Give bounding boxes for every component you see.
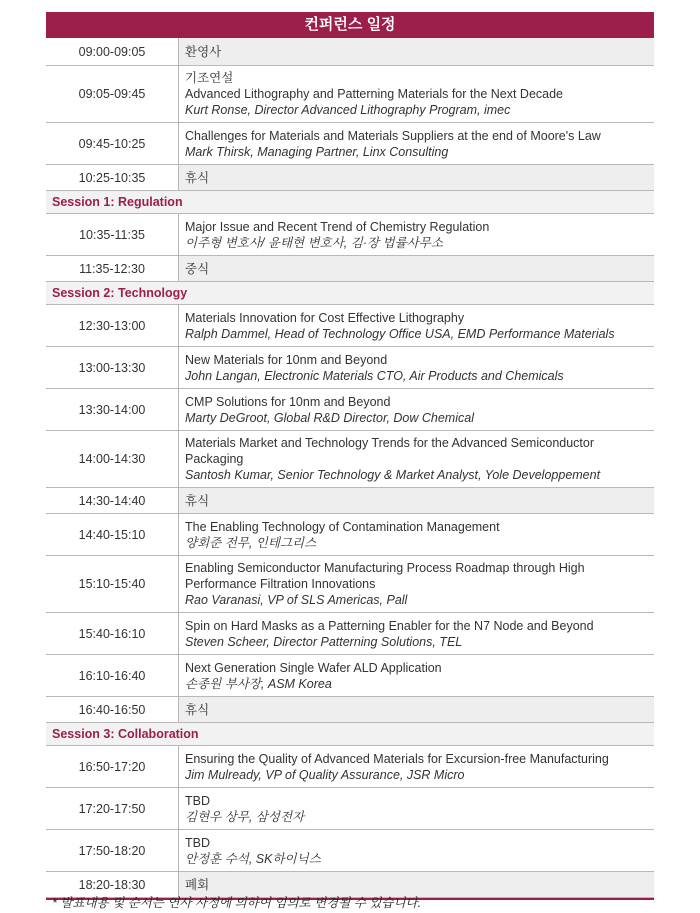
table-row [46,66,654,123]
session-header: Session 3: Collaboration [46,723,654,746]
time-cell: 09:45-10:25 [46,123,179,164]
session-title: TBD [185,835,210,850]
time-cell: 16:40-16:50 [46,697,179,722]
speaker: Steven Scheer, Director Patterning Solutions, TEL [185,634,463,649]
content-cell [179,165,654,190]
speaker: Mark Thirsk, Managing Partner, Linx Consulting [185,144,449,159]
session-title: Enabling Semiconductor Manufacturing Process Roadmap through High Performance Filtration Innovations [185,561,585,591]
speaker: Marty DeGroot, Global R&D Director, Dow Chemical [185,410,474,425]
content-cell [179,613,654,654]
time-cell: 16:10-16:40 [46,655,179,696]
table-row [46,347,654,389]
content-cell [179,256,654,281]
session-title: Spin on Hard Masks as a Patterning Enabler for the N7 Node and Beyond [185,618,594,633]
content-cell [179,305,654,346]
session-title: The Enabling Technology of Contamination Management [185,519,500,534]
speaker: 안정훈 수석, SK하이닉스 [185,851,321,866]
table-row [46,389,654,431]
schedule-table [46,12,654,900]
session-title: 폐회 [185,877,210,892]
session-title: CMP Solutions for 10nm and Beyond [185,394,391,409]
session-title: 환영사 [185,44,222,59]
session-title: TBD [185,793,210,808]
content-cell [179,488,654,513]
table-row [46,38,654,66]
table-row [46,165,654,191]
speaker: Santosh Kumar, Senior Technology & Market Analyst, Yole Developpement [185,468,601,482]
speaker: 이주형 변호사/ 윤태현 변호사, 김·장 법률사무소 [185,235,443,250]
content-cell [179,214,654,255]
time-cell: 17:50-18:20 [46,830,179,871]
table-row [46,214,654,256]
table-row [46,305,654,347]
session-title: Materials Market and Technology Trends for the Advanced Semiconductor Packaging [185,436,595,466]
session-header: Session 1: Regulation [46,191,654,214]
session-title: 중식 [185,261,210,276]
session-title: 휴식 [185,493,210,508]
time-cell: 13:30-14:00 [46,389,179,430]
session-title: Challenges for Materials and Materials Suppliers at the end of Moore's Law [185,128,601,143]
time-cell: 09:00-09:05 [46,38,179,65]
content-cell [179,38,654,65]
content-cell [179,830,654,871]
table-row [46,613,654,655]
table-row [46,488,654,514]
content-cell [179,389,654,430]
session-title: 휴식 [185,170,210,185]
table-row [46,123,654,165]
content-cell [179,655,654,696]
session-title: Ensuring the Quality of Advanced Materials for Excursion-free Manufacturing [185,751,609,766]
speaker: 김현우 상무, 삼성전자 [185,809,305,824]
content-cell [179,347,654,388]
table-row [46,431,654,488]
speaker: Jim Mulready, VP of Quality Assurance, JSR Micro [185,767,465,782]
time-cell: 17:20-17:50 [46,788,179,829]
time-cell: 09:05-09:45 [46,66,179,122]
schedule-rows [46,38,654,900]
session-title: 휴식 [185,702,210,717]
time-cell: 10:35-11:35 [46,214,179,255]
time-cell: 11:35-12:30 [46,256,179,281]
time-cell: 14:40-15:10 [46,514,179,555]
table-row [46,746,654,788]
speaker: John Langan, Electronic Materials CTO, Air Products and Chemicals [185,368,564,383]
table-row [46,655,654,697]
table-row [46,256,654,282]
speaker: 양회준 전무, 인테그리스 [185,535,317,550]
time-cell: 15:40-16:10 [46,613,179,654]
time-cell: 18:20-18:30 [46,872,179,897]
content-cell [179,697,654,722]
session-header: Session 2: Technology [46,282,654,305]
content-cell [179,123,654,164]
session-title: New Materials for 10nm and Beyond [185,352,388,367]
table-title: 컨퍼런스 일정 [46,12,654,38]
table-row [46,514,654,556]
content-cell [179,788,654,829]
time-cell: 13:00-13:30 [46,347,179,388]
speaker: Rao Varanasi, VP of SLS Americas, Pall [185,593,408,607]
session-title: 기조연설 Advanced Lithography and Patterning Materials for the Next Decade [185,71,564,101]
content-cell [179,514,654,555]
content-cell [179,746,654,787]
content-cell [179,556,654,612]
time-cell: 14:30-14:40 [46,488,179,513]
content-cell [179,431,654,487]
time-cell: 16:50-17:20 [46,746,179,787]
time-cell: 14:00-14:30 [46,431,179,487]
time-cell: 15:10-15:40 [46,556,179,612]
footnote: * 발표내용 및 순서는 연사 사정에 의하여 임의로 변경될 수 있습니다. [52,896,422,910]
content-cell [179,66,654,122]
session-title: Next Generation Single Wafer ALD Application [185,660,442,675]
speaker: Ralph Dammel, Head of Technology Office USA, EMD Performance Materials [185,326,615,341]
session-title: Materials Innovation for Cost Effective Lithography [185,310,465,325]
table-row [46,830,654,872]
speaker: 손종원 부사장, ASM Korea [185,676,332,691]
time-cell: 12:30-13:00 [46,305,179,346]
table-row [46,697,654,723]
table-row [46,556,654,613]
time-cell: 10:25-10:35 [46,165,179,190]
table-row [46,788,654,830]
speaker: Kurt Ronse, Director Advanced Lithography Program, imec [185,103,511,117]
session-title: Major Issue and Recent Trend of Chemistry Regulation [185,219,490,234]
